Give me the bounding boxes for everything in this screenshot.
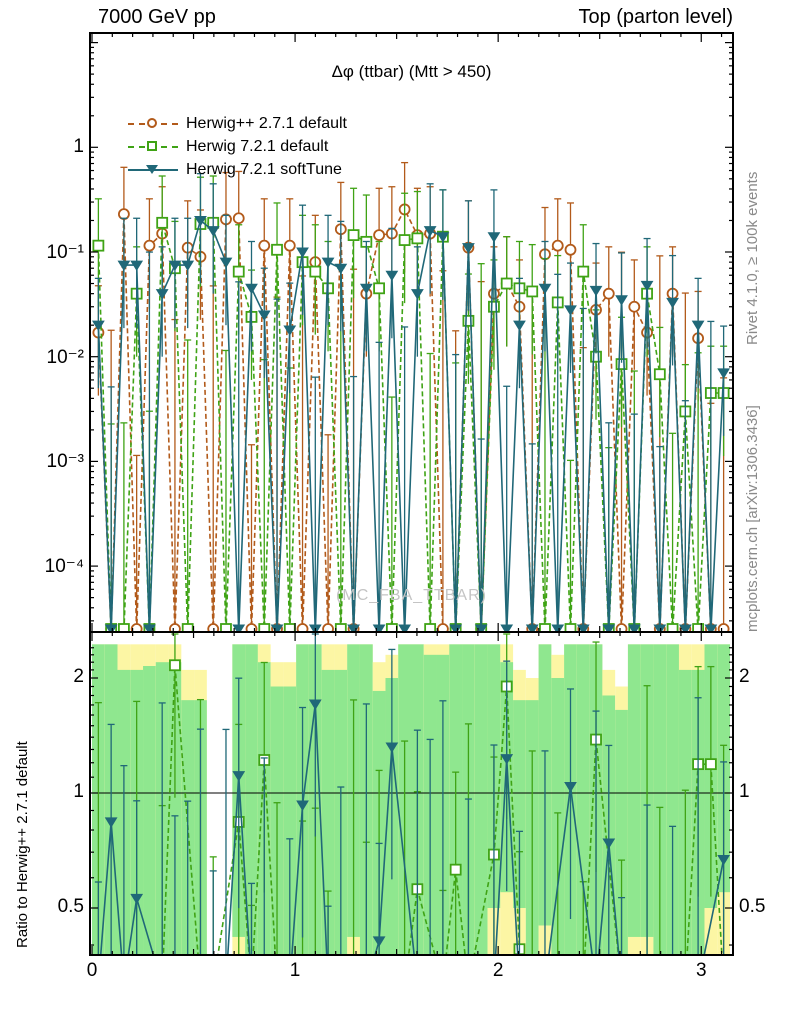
filled-triangle-icon: [146, 165, 158, 174]
y-axis-tick-label: 10⁻³: [46, 451, 84, 473]
y-axis-tick-label: 10⁻⁴: [44, 556, 84, 578]
y-axis-tick-label: 1: [73, 136, 84, 158]
y-axis-tick-label: 10⁻²: [46, 346, 84, 368]
analysis-watermark: (MC_FBA_TTBAR): [336, 587, 487, 604]
open-circle-icon: [147, 118, 157, 128]
legend: [128, 112, 347, 181]
plot-title: Δφ (ttbar) (Mtt > 450): [331, 62, 492, 81]
beam-energy-label: 7000 GeV pp: [98, 6, 216, 28]
x-axis-tick-label: 3: [695, 960, 707, 981]
ratio-tick-label-left: 2: [73, 666, 84, 687]
legend-label: Herwig 7.2.1 softTune: [186, 160, 342, 178]
y-axis-tick-label: 10⁻¹: [46, 242, 84, 263]
x-axis-tick-label: 2: [492, 960, 504, 981]
analysis-group-label: Top (parton level): [578, 6, 733, 28]
ratio-tick-label-right: 2: [739, 666, 750, 687]
open-square-icon: [147, 141, 157, 151]
x-axis-tick-label: 0: [86, 960, 98, 981]
legend-item-herwig721: [128, 135, 347, 158]
legend-label: Herwig++ 2.7.1 default: [186, 114, 347, 132]
legend-sample-herwigpp: [128, 117, 178, 131]
mcplots-reference-label: mcplots.cern.ch [arXiv:1306.3436]: [744, 405, 761, 632]
legend-item-herwigpp: [128, 112, 347, 135]
legend-sample-softtune: [128, 163, 178, 177]
ratio-axis-label: Ratio to Herwig++ 2.7.1 default: [14, 741, 31, 948]
ratio-tick-label-left: 1: [73, 781, 84, 802]
x-axis-tick-label: 1: [289, 960, 301, 981]
rivet-version-label: Rivet 4.1.0, ≥ 100k events: [744, 171, 761, 345]
ratio-tick-label-left: 0.5: [57, 896, 84, 917]
ratio-tick-label-right: 1: [739, 781, 750, 802]
legend-item-softtune: [128, 158, 347, 181]
ratio-tick-label-right: 0.5: [739, 896, 766, 917]
legend-label: Herwig 7.2.1 default: [186, 137, 329, 155]
legend-sample-herwig721: [128, 140, 178, 154]
